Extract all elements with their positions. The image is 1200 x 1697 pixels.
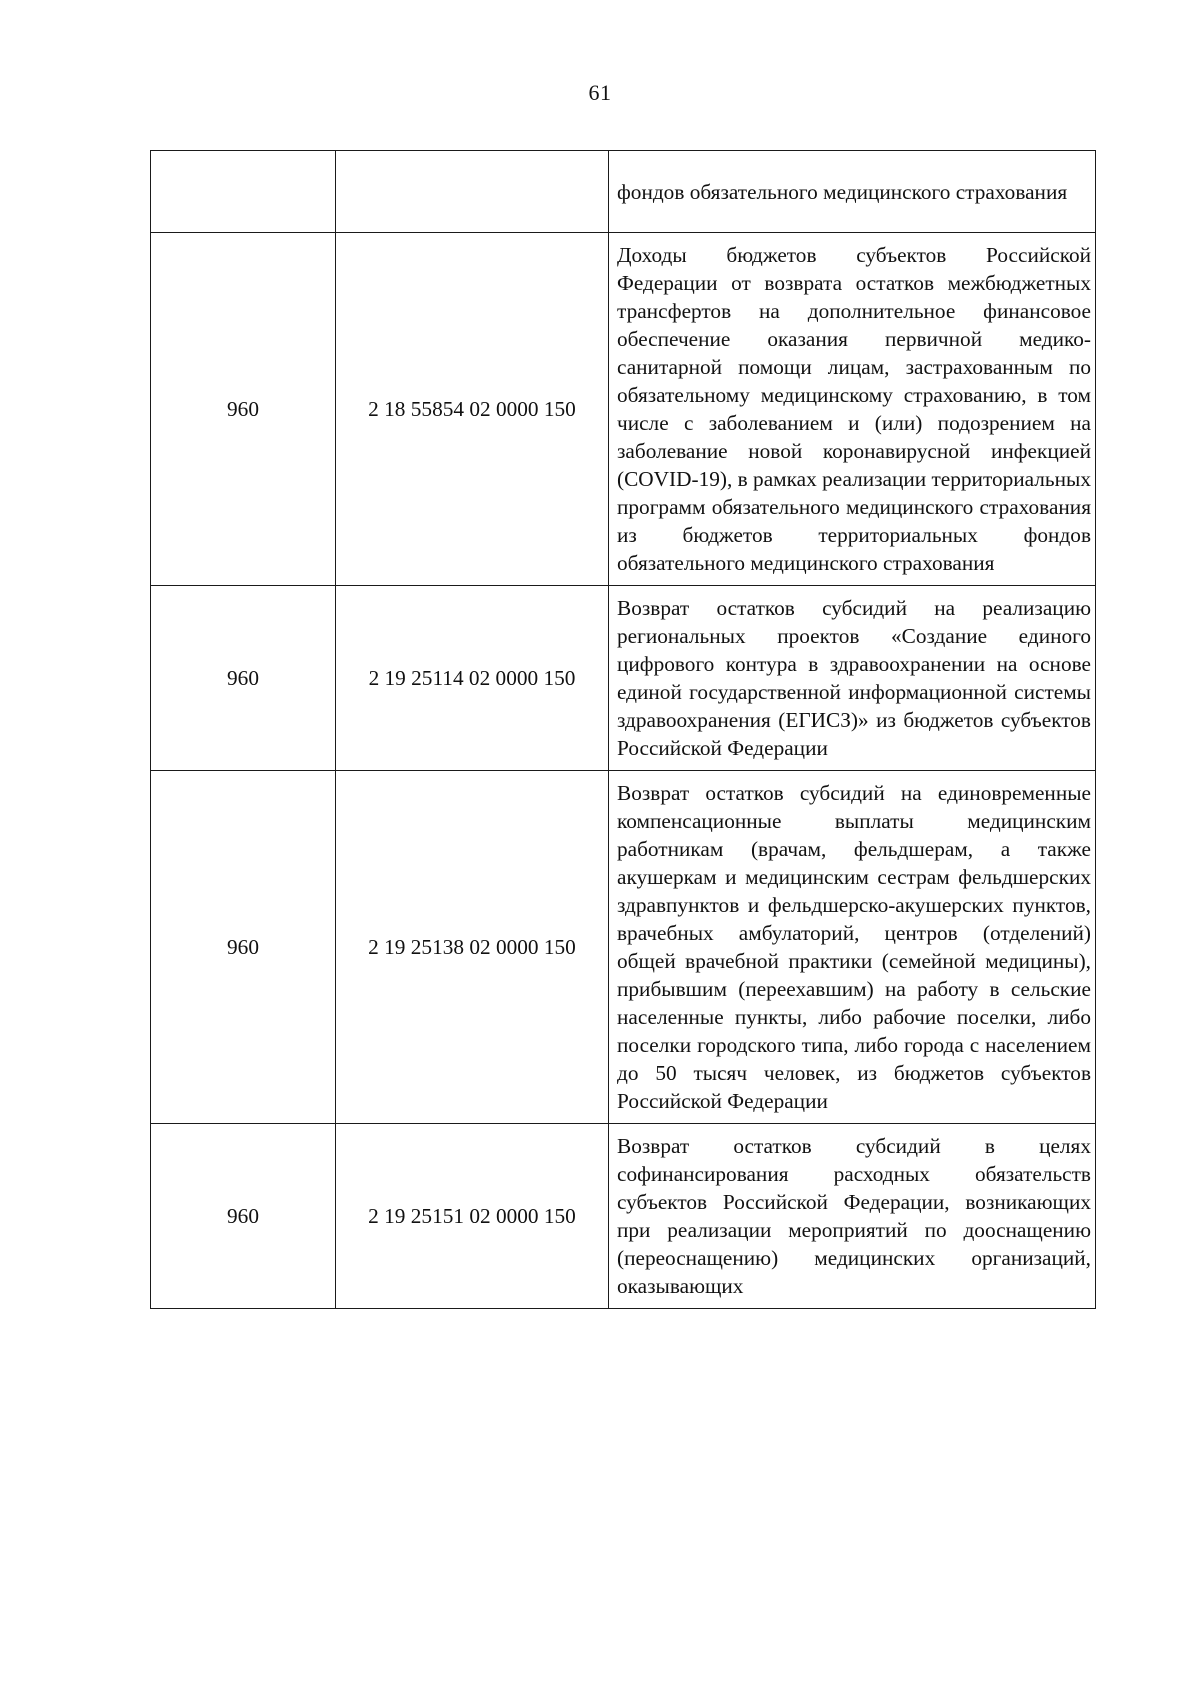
page-number: 61 bbox=[588, 80, 612, 105]
table-row bbox=[151, 151, 1096, 233]
budget-code-cell: 2 19 25151 02 0000 150 bbox=[336, 1124, 609, 1309]
budget-code-cell bbox=[336, 151, 609, 233]
admin-code-cell: 960 bbox=[151, 233, 336, 586]
table-row bbox=[151, 771, 1096, 1124]
table-row bbox=[151, 233, 1096, 586]
income-name-text: Возврат остатков субсидий на реализацию региональных проектов «Создание единого цифрового контура в здравоохранении на основе единой государственной информационной системы здравоохранения (ЕГИСЗ)» из бюджетов субъектов Российской Федерации bbox=[617, 596, 1091, 760]
admin-code-cell bbox=[151, 151, 336, 233]
income-name-text: Возврат остатков субсидий на единовременные компенсационные выплаты медицинским работникам (врачам, фельдшерам, а также акушеркам и медицинским сестрам фельдшерских здравпунктов и фельдшерско-акушерских пунктов, врачебных амбулаторий, центров (отделений) общей врачебной практики (семейной медицины), прибывшим (переехавшим) на работу в сельские населенные пункты, либо рабочие поселки, либо поселки городского типа, либо города с населением до 50 тысяч человек, из бюджетов субъектов Российской Федерации bbox=[617, 781, 1091, 1113]
name-cell bbox=[609, 586, 1096, 771]
budget-code-cell: 2 19 25138 02 0000 150 bbox=[336, 771, 609, 1124]
name-cell bbox=[609, 233, 1096, 586]
name-cell bbox=[609, 1124, 1096, 1309]
admin-code-cell: 960 bbox=[151, 771, 336, 1124]
budget-codes-table bbox=[150, 150, 1096, 1309]
income-name-text: Доходы бюджетов субъектов Российской Федерации от возврата остатков межбюджетных трансфертов на дополнительное финансовое обеспечение оказания первичной медико-санитарной помощи лицам, застрахованным по обязательному медицинскому страхованию, в том числе с заболеванием и (или) подозрением на заболевание новой коронавирусной инфекцией (COVID-19), в рамках реализации территориальных программ обязательного медицинского страхования из бюджетов территориальных фондов обязательного медицинского страхования bbox=[617, 243, 1091, 575]
table-row bbox=[151, 1124, 1096, 1309]
admin-code-cell: 960 bbox=[151, 586, 336, 771]
table-row bbox=[151, 586, 1096, 771]
table-body bbox=[151, 151, 1096, 1309]
income-name-text: фондов обязательного медицинского страхования bbox=[617, 180, 1068, 204]
income-name-text: Возврат остатков субсидий в целях софинансирования расходных обязательств субъектов Российской Федерации, возникающих при реализации мероприятий по дооснащению (переоснащению) медицинских организаций, оказывающих bbox=[617, 1134, 1091, 1298]
budget-codes-table-container bbox=[150, 150, 1094, 1309]
admin-code-cell: 960 bbox=[151, 1124, 336, 1309]
budget-code-cell: 2 18 55854 02 0000 150 bbox=[336, 233, 609, 586]
name-cell bbox=[609, 151, 1096, 233]
name-cell bbox=[609, 771, 1096, 1124]
budget-code-cell: 2 19 25114 02 0000 150 bbox=[336, 586, 609, 771]
